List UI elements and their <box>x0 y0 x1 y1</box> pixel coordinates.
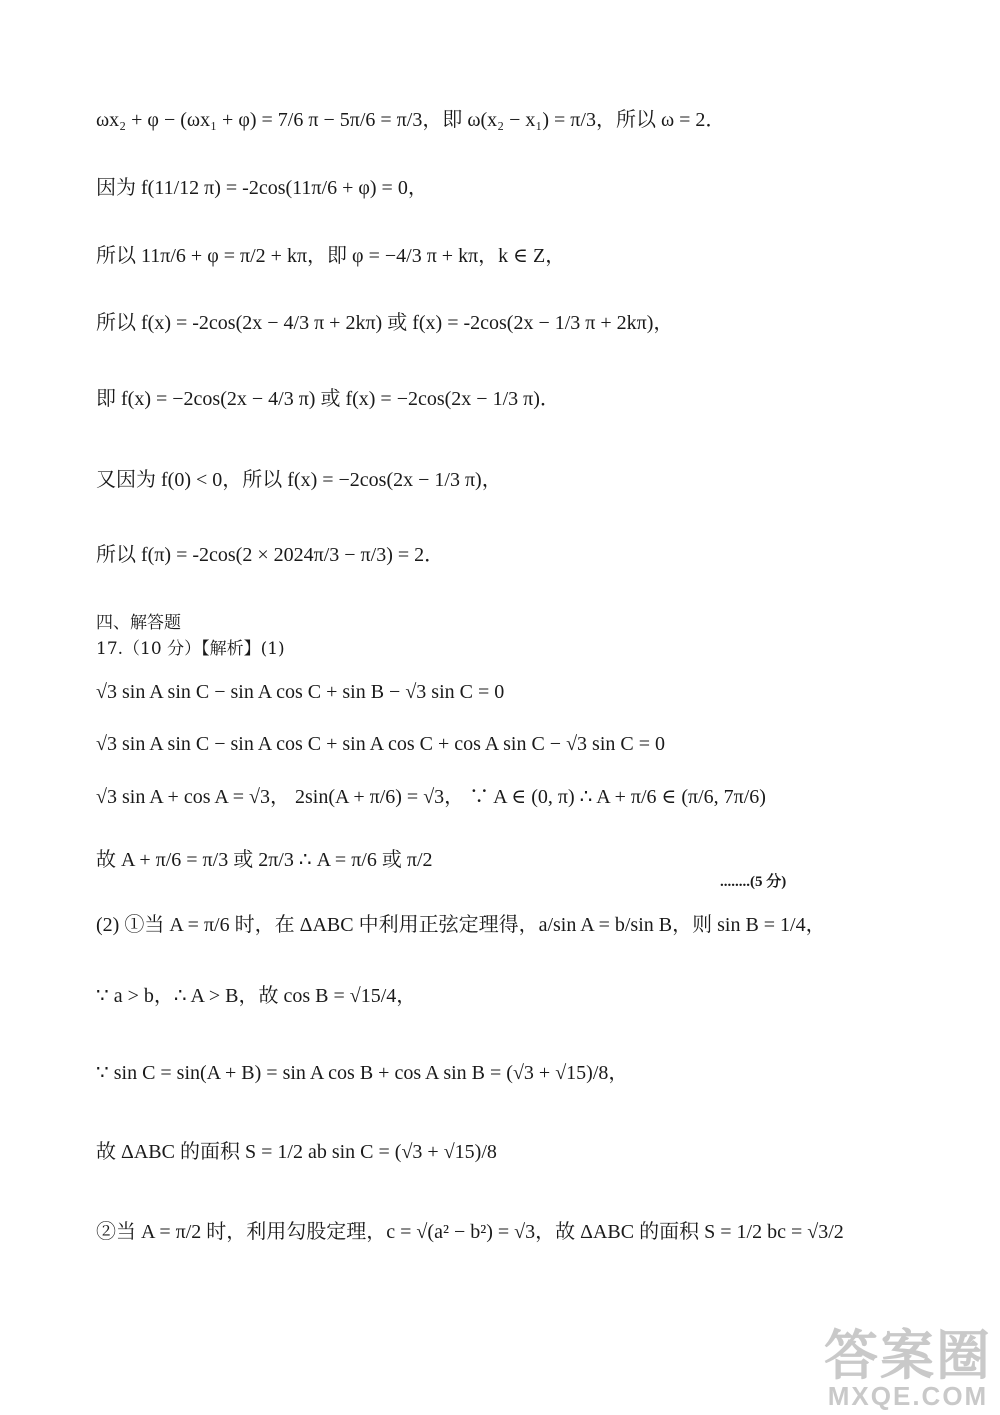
solution-line-6: 又因为 f(0) < 0，所以 f(x) = −2cos(2x − 1/3 π)， <box>96 469 502 491</box>
solution-line-11: 故 A + π/6 = π/3 或 2π/3 ∴ A = π/6 或 π/2 <box>96 849 433 871</box>
solution-line-5: 即 f(x) = −2cos(2x − 4/3 π) 或 f(x) = −2cos(2x − 1/3 π)． <box>96 388 560 410</box>
solution-line-15: 故 ΔABC 的面积 S = 1/2 ab sin C = (√3 + √15)/8 <box>96 1141 497 1163</box>
solution-line-14: ∵ sin C = sin(A + B) = sin A cos B + cos A sin B = (√3 + √15)/8， <box>96 1062 629 1084</box>
watermark-site: MXQE.COM <box>827 1381 989 1411</box>
solution-line-9: √3 sin A sin C − sin A cos C + sin A cos C + cos A sin C − √3 sin C = 0 <box>96 733 666 755</box>
solution-line-10: √3 sin A + cos A = √3， 2sin(A + π/6) = √3， ∵ A ∈ (0, π) ∴ A + π/6 ∈ (π/6, 7π/6) <box>96 786 766 808</box>
watermark-logo-text: 答案圈 <box>824 1326 992 1386</box>
solution-line-8: √3 sin A sin C − sin A cos C + sin B − √3 sin C = 0 <box>96 681 505 703</box>
solution-line-1: ωx₂ + φ − (ωx₁ + φ) = 7/6 π − 5π/6 = π/3，即 ω(x₂ − x₁) = π/3，所以 ω = 2． <box>96 109 726 131</box>
score-note: ........(5 分) <box>720 874 787 890</box>
solution-line-3: 所以 11π/6 + φ = π/2 + kπ，即 φ = −4/3 π + kπ，k ∈ Z， <box>96 245 566 267</box>
solution-line-7: 所以 f(π) = -2cos(2 × 2024π/3 − π/3) = 2． <box>96 544 445 566</box>
solution-line-4: 所以 f(x) = -2cos(2x − 4/3 π + 2kπ) 或 f(x) = -2cos(2x − 1/3 π + 2kπ)， <box>96 312 674 334</box>
solution-line-16: ②当 A = π/2 时，利用勾股定理，c = √(a² − b²) = √3，故 ΔABC 的面积 S = 1/2 bc = √3/2 <box>96 1221 844 1243</box>
solution-line-12: (2) ①当 A = π/6 时，在 ΔABC 中利用正弦定理得，a/sin A = b/sin B，则 sin B = 1/4， <box>96 914 826 936</box>
watermark <box>824 1326 992 1411</box>
section-heading: 四、解答题 <box>96 613 181 633</box>
solution-line-13: ∵ a > b，∴ A > B，故 cos B = √15/4， <box>96 985 417 1007</box>
question-17-heading: 17.（10 分）【解析】(1) <box>96 639 285 659</box>
solution-line-2: 因为 f(11/12 π) = -2cos(11π/6 + φ) = 0， <box>96 177 428 199</box>
